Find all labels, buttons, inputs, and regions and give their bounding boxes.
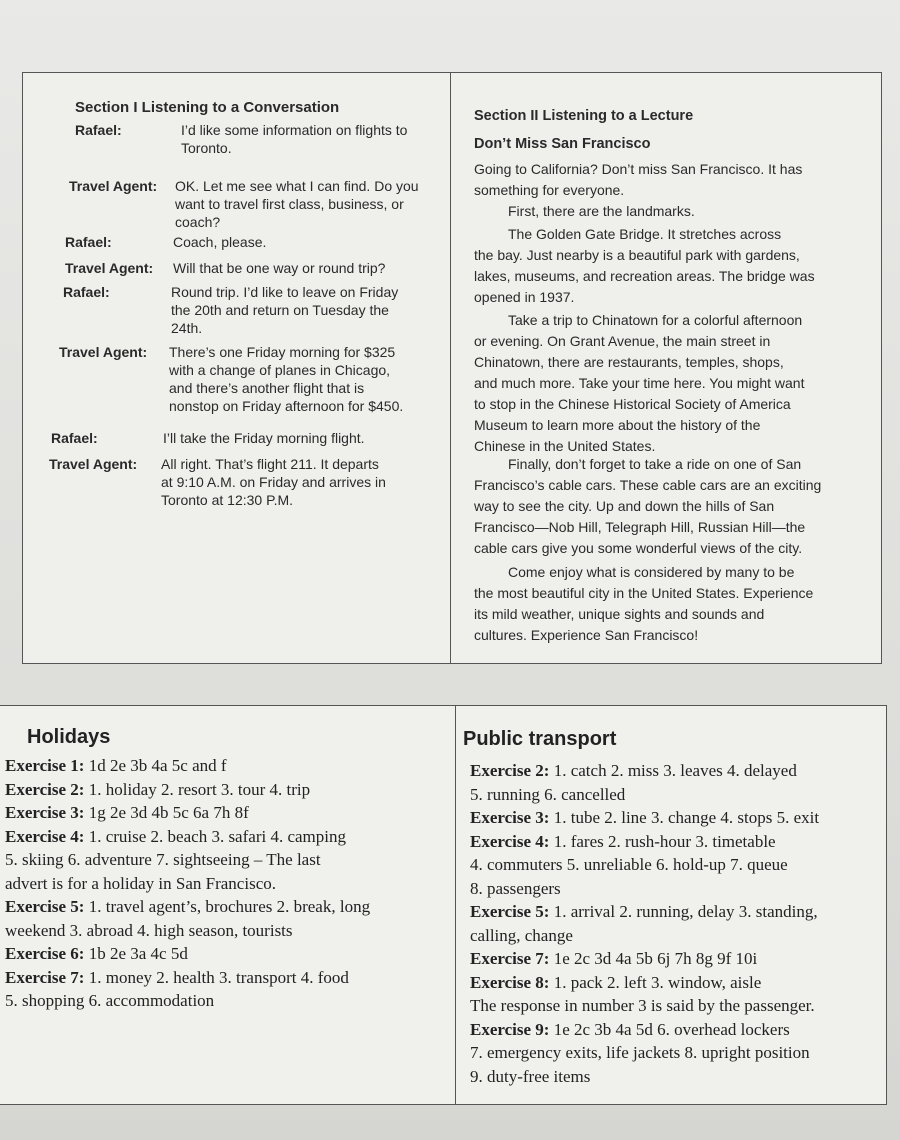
lecture-line: Come enjoy what is considered by many to be (508, 564, 795, 580)
holidays-heading: Holidays (27, 726, 111, 748)
column-divider (450, 73, 451, 663)
section1-column (23, 73, 450, 663)
exercise-label: Exercise 6: (5, 944, 85, 963)
lecture-line: Chinese in the United States. (474, 438, 656, 454)
exercise-label: Exercise 3: (470, 808, 550, 827)
speaker-label: Rafael: (51, 430, 98, 446)
lecture-paragraph (474, 454, 866, 559)
speaker-text (175, 177, 435, 231)
dialogue-line: nonstop on Friday afternoon for $450. (169, 398, 404, 414)
answer-line (470, 1041, 819, 1065)
dialogue-line: Will that be one way or round trip? (173, 260, 386, 276)
answer-line (470, 1018, 819, 1042)
exercise-label: Exercise 2: (5, 779, 85, 799)
answer-line (470, 1065, 819, 1089)
lecture-line: or evening. On Grant Avenue, the main street in (474, 333, 771, 349)
answer-line (470, 994, 819, 1018)
dialogue-line: 24th. (171, 320, 203, 336)
answer-text: 7. emergency exits, life jackets 8. upright position (470, 1043, 810, 1062)
speaker-label: Rafael: (63, 284, 110, 300)
answer-line (470, 947, 819, 971)
answer-line (470, 877, 819, 901)
dialogue-line: Round trip. I’d like to leave on Friday (171, 284, 399, 300)
answer-text: weekend 3. abroad 4. high season, tourists (5, 920, 293, 940)
answer-line (5, 942, 370, 966)
lecture-line: Finally, don’t forget to take a ride on one of San (508, 456, 802, 472)
speaker-text (161, 455, 421, 509)
answer-key-panel (0, 705, 887, 1105)
exercise-label: Exercise 1: (5, 756, 85, 775)
exercise-label: Exercise 4: (5, 826, 85, 846)
lecture-line: Museum to learn more about the history of the (474, 417, 761, 433)
answer-line (5, 895, 370, 919)
answer-line (470, 830, 819, 854)
lecture-line: and much more. Take your time here. You might want (474, 375, 805, 391)
answer-text: advert is for a holiday in San Francisco. (5, 873, 276, 893)
column-divider (455, 706, 456, 1104)
speaker-text (181, 121, 441, 157)
exercise-label: Exercise 5: (470, 902, 550, 921)
answer-line (470, 924, 819, 948)
dialogue-line: OK. Let me see what I can find. Do you (175, 178, 419, 194)
dialogue-line: There’s one Friday morning for $325 (169, 344, 396, 360)
exercise-label: Exercise 2: (470, 761, 550, 780)
dialogue-line: want to travel first class, business, or (175, 196, 404, 212)
answer-line (470, 759, 819, 783)
public-transport-answers (470, 759, 819, 1088)
answer-line (470, 806, 819, 830)
dialogue-line: I’ll take the Friday morning flight. (163, 430, 365, 446)
exercise-label: Exercise 5: (5, 897, 85, 916)
speaker-text (163, 429, 423, 447)
answer-text: 1. fares 2. rush-hour 3. timetable (549, 831, 776, 851)
answer-line (5, 825, 370, 849)
lecture-paragraph (474, 201, 866, 222)
lecture-line: The Golden Gate Bridge. It stretches across (508, 226, 782, 242)
dialogue-line: coach? (175, 214, 221, 230)
section2-column (452, 73, 880, 663)
answer-text: 8. passengers (470, 878, 561, 898)
answer-text: 1g 2e 3d 4b 5c 6a 7h 8f (84, 803, 249, 822)
section2-title: Section II Listening to a Lecture (474, 108, 694, 124)
exercise-label: Exercise 9: (470, 1019, 550, 1039)
answer-line (470, 971, 819, 995)
speaker-label: Rafael: (65, 234, 112, 250)
answer-line (5, 778, 370, 802)
speaker-label: Travel Agent: (65, 260, 154, 276)
answer-text: 5. skiing 6. adventure 7. sightseeing – The last (5, 850, 321, 869)
lecture-line: lakes, museums, and recreation areas. The bridge was (474, 268, 815, 284)
exercise-label: Exercise 3: (5, 803, 85, 822)
answer-line (5, 872, 370, 896)
speaker-text (169, 343, 429, 415)
answer-text: 1. money 2. health 3. transport 4. food (84, 967, 349, 987)
lecture-line: cable cars give you some wonderful views of the city. (474, 540, 803, 556)
answer-line (5, 919, 370, 943)
lecture-line: First, there are the landmarks. (508, 203, 695, 219)
answer-text: 1. catch 2. miss 3. leaves 4. delayed (549, 761, 797, 780)
answer-text: 1e 2c 3b 4a 5d 6. overhead lockers (549, 1019, 790, 1039)
lecture-line: opened in 1937. (474, 289, 575, 305)
dialogue-line: at 9:10 A.M. on Friday and arrives in (161, 474, 386, 490)
lecture-line: Chinatown, there are restaurants, temples, shops, (474, 354, 784, 370)
answer-line (5, 966, 370, 990)
dialogue-line: Coach, please. (173, 234, 267, 250)
answer-text: 1. tube 2. line 3. change 4. stops 5. exit (549, 808, 820, 827)
speaker-text (173, 259, 433, 277)
lecture-line: something for everyone. (474, 182, 625, 198)
answer-text: 1. pack 2. left 3. window, aisle (549, 972, 762, 992)
answer-text: 1. arrival 2. running, delay 3. standing, (549, 902, 818, 921)
answer-line (5, 801, 370, 825)
dialogue-line: I’d like some information on flights to (181, 122, 408, 138)
answer-text: 1. holiday 2. resort 3. tour 4. trip (84, 779, 311, 799)
answer-text: 1e 2c 3d 4a 5b 6j 7h 8g 9f 10i (549, 949, 758, 968)
exercise-label: Exercise 8: (470, 972, 550, 992)
lecture-line: Take a trip to Chinatown for a colorful afternoon (508, 312, 803, 328)
answer-line (470, 853, 819, 877)
answer-line (5, 989, 370, 1013)
answer-text: 5. running 6. cancelled (470, 784, 626, 804)
holidays-answers (5, 754, 370, 1013)
speaker-text (173, 233, 433, 251)
speaker-label: Rafael: (75, 122, 122, 138)
dialogue-line: and there’s another flight that is (169, 380, 365, 396)
lecture-paragraph (474, 159, 866, 201)
answer-text: 1b 2e 3a 4c 5d (84, 944, 188, 963)
dialogue-line: Toronto at 12:30 P.M. (161, 492, 294, 508)
lecture-line: Going to California? Don’t miss San Francisco. It has (474, 161, 803, 177)
lecture-line: the bay. Just nearby is a beautiful park with gardens, (474, 247, 800, 263)
lecture-line: Francisco—Nob Hill, Telegraph Hill, Russian Hill—the (474, 519, 806, 535)
answer-text: calling, change (470, 925, 573, 945)
section1-title: Section I Listening to a Conversation (75, 99, 340, 116)
answer-text: 5. shopping 6. accommodation (5, 991, 215, 1010)
answer-line (470, 783, 819, 807)
lecture-line: to stop in the Chinese Historical Society of America (474, 396, 791, 412)
public-transport-heading: Public transport (463, 728, 617, 750)
speaker-label: Travel Agent: (49, 456, 138, 472)
lecture-line: way to see the city. Up and down the hills of San (474, 498, 775, 514)
dialogue-line: the 20th and return on Tuesday the (171, 302, 389, 318)
dialogue-line: Toronto. (181, 140, 232, 156)
speaker-label: Travel Agent: (59, 344, 148, 360)
speaker-label: Travel Agent: (69, 178, 158, 194)
listening-panel (22, 72, 882, 664)
lecture-line: the most beautiful city in the United States. Experience (474, 585, 814, 601)
lecture-line: its mild weather, unique sights and sounds and (474, 606, 765, 622)
exercise-label: Exercise 7: (470, 949, 550, 968)
dialogue-line: All right. That’s flight 211. It departs (161, 456, 379, 472)
answer-text: The response in number 3 is said by the passenger. (470, 996, 815, 1015)
lecture-title: Don’t Miss San Francisco (474, 136, 651, 152)
exercise-label: Exercise 7: (5, 967, 85, 987)
answer-text: 1. cruise 2. beach 3. safari 4. camping (84, 826, 346, 846)
answer-text: 9. duty-free items (470, 1066, 591, 1086)
answer-text: 1. travel agent’s, brochures 2. break, long (84, 897, 371, 916)
lecture-line: cultures. Experience San Francisco! (474, 627, 699, 643)
answer-text: 4. commuters 5. unreliable 6. hold-up 7. queue (470, 855, 788, 874)
lecture-paragraph (474, 224, 866, 308)
lecture-paragraph (474, 310, 866, 457)
lecture-line: Francisco’s cable cars. These cable cars are an exciting (474, 477, 822, 493)
speaker-text (171, 283, 431, 337)
answer-text: 1d 2e 3b 4a 5c and f (84, 756, 227, 775)
lecture-paragraph (474, 562, 866, 646)
answer-line (470, 900, 819, 924)
answer-line (5, 754, 370, 778)
dialogue-line: with a change of planes in Chicago, (169, 362, 391, 378)
answer-line (5, 848, 370, 872)
exercise-label: Exercise 4: (470, 831, 550, 851)
